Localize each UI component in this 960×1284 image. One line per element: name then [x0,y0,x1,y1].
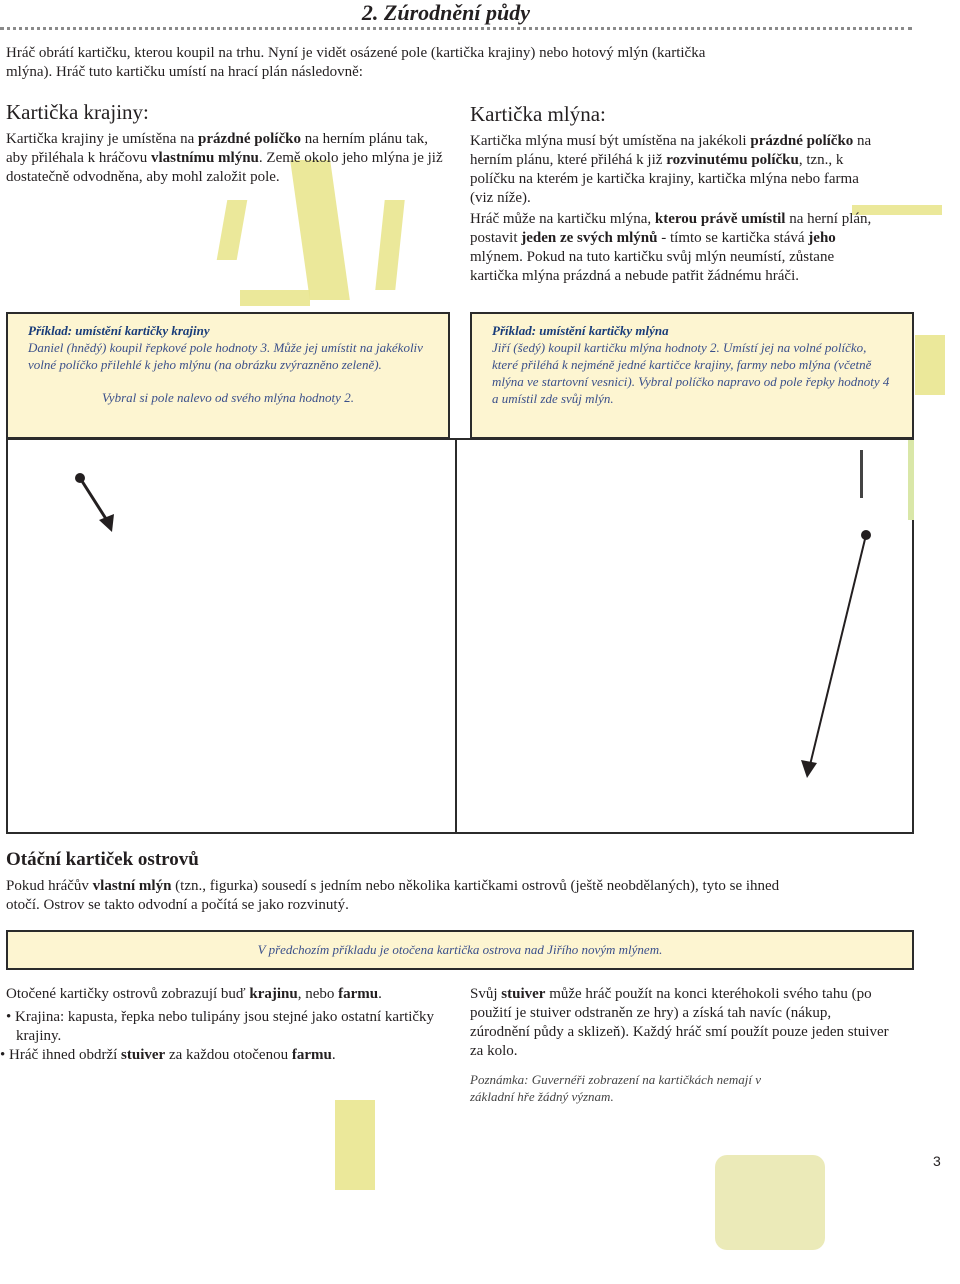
islands-section [6,850,806,915]
flipped-text: Otočené kartičky ostrovů zobrazují buď krajinu, nebo farmu. [6,986,382,1002]
intro-text: Hráč obrátí kartičku, kterou koupil na trhu. Nyní je vidět osázené pole (kartička krajiny) nebo hotový mlýn (kartička mlýna). Hráč tuto kartičku umístí na hrací plán následovně: [6,45,706,80]
flipped-list [0,1008,446,1065]
mill-text-2: Hráč může na kartičku mlýna, kterou právě umístil na herní plán, postavit jeden ze svých mlýnů - tímto se kartička stává jeho mlýnem. Pokud na tuto kartičku svůj mlýn neumístí, zůstane kartička mlýna prázdná a nebude patřit žádnému hráči. [470,211,872,284]
example-body: V předchozím příkladu je otočena kartička ostrova nad Jiřího novým mlýnem. [257,942,663,957]
landscape-text: Kartička krajiny je umístěna na prázdné políčko na herním plánu tak, aby přiléhala k hráčovu vlastnímu mlýnu. Země okolo jeho mlýna je již dostatečně odvodněna, aby mohl založit pole. [6,131,443,185]
list-item: • Hráč ihned obdrží stuiver za každou otočenou farmu. [0,1047,336,1063]
card-edge [860,450,863,498]
islands-text: Pokud hráčův vlastní mlýn (tzn., figurka) sousedí s jedním nebo několika kartičkami ostrovů (ještě neobdělaných), tyto se ihned otočí. Ostrov se takto odvodní a počítá se jako rozvinutý. [6,878,780,913]
card-edge [908,440,914,520]
stuiver-note: Poznámka: Guvernéři zobrazení na kartičkách nemají v základní hře žádný význam. [470,1072,761,1104]
islands-heading: Otáční kartiček ostrovů [6,849,199,870]
mill-heading: Kartička mlýna: [470,102,606,126]
flipped-section [0,985,446,1065]
stuiver-text: Svůj stuiver může hráč použít na konci kteréhokoli svého tahu (po použití je stuiver odstraněn ze hry) a získá tah navíc (nákup, zúrodnění půdy a sklizeň). Každý hráč smí použít pouze jeden stuiver za kolo. [470,986,889,1059]
example-footer: Vybral si pole nalevo od svého mlýna hodnoty 2. [102,390,354,405]
arrow-right [801,530,871,778]
list-item: • Krajina: kapusta, řepka nebo tulipány jsou stejné jako ostatní kartičky krajiny. [6,1009,435,1044]
arrow-left [75,473,114,532]
example-body: Daniel (hnědý) koupil řepkové pole hodnoty 3. Může jej umístit na jakékoliv volné políčko přilehlé k jeho mlýnu (na obrázku zvýrazněno zeleně). [28,340,423,372]
landscape-heading: Kartička krajiny: [6,100,149,124]
example-title: Příklad: umístění kartičky krajiny [28,323,210,338]
example-box-islands [6,930,914,970]
mill-text-1: Kartička mlýna musí být umístěna na jakékoli prázdné políčko na herním plánu, které přiléhá k již rozvinutému políčku, tzn., k políčku na kterém je kartička krajiny, kartička mlýna nebo farma (viz níže). [470,133,872,206]
example-body: Jiří (šedý) koupil kartičku mlýna hodnoty 2. Umístí jej na volné políčko, které přiléhá k nejméně jedné kartičce krajiny, farmy nebo mlýna (včetně mlýna ve startovní vesnici). Vybral políčko napravo od pole řepky hodnoty 4 a umístil zde svůj mlýn. [492,340,890,406]
page-title: 2. Zúrodnění půdy [361,0,530,25]
page-number: 3 [933,1153,941,1169]
stuiver-section [470,985,890,1105]
example-title: Příklad: umístění kartičky mlýna [492,323,669,338]
